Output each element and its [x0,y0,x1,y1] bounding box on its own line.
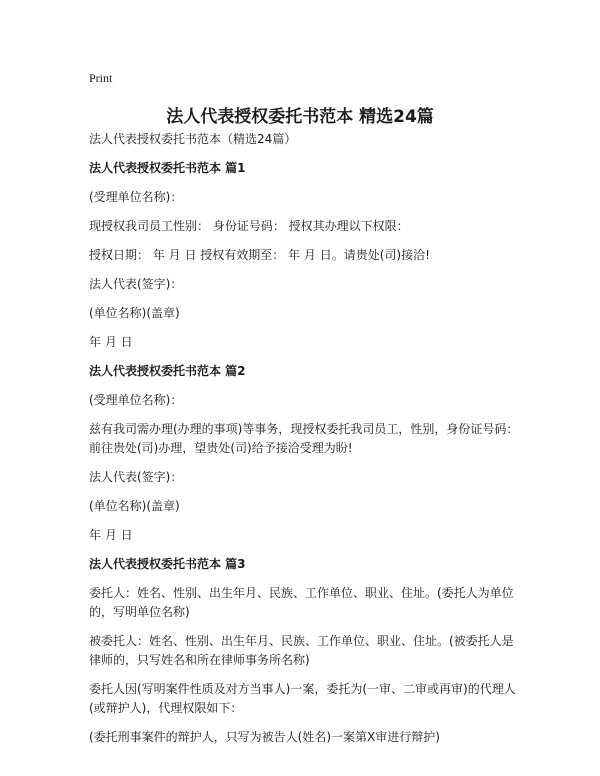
print-label[interactable]: Print [89,71,113,85]
paragraph: 现授权我司员工性别： 身份证号码： 授权其办理以下权限： [89,219,409,233]
document-subtitle: 法人代表授权委托书范本（精选24篇） [89,132,297,146]
document-title: 法人代表授权委托书范本 精选24篇 [166,107,434,127]
paragraph: 法人代表(签字)： [89,470,183,484]
paragraph: 兹有我司需办理(办理的事项)等事务，现授权委托我司员工，性别，身份证号码：前往贵处(司)办理，望贵处(司)给予接洽受理为盼! [89,422,519,455]
section-heading: 法人代表授权委托书范本 篇3 [89,557,246,571]
document-body [89,130,519,757]
paragraph: 被委托人：姓名、性别、出生年月、民族、工作单位、职业、住址。(被委托人是律师的，只写姓名和所在律师事务所名称) [89,634,514,667]
paragraph: (受理单位名称)： [89,393,183,407]
paragraph: (单位名称)(盖章) [89,499,180,513]
paragraph: (受理单位名称)： [89,190,183,204]
paragraph: 年 月 日 [89,528,133,542]
paragraph: (委托刑事案件的辩护人，只写为被告人(姓名)一案第X审进行辩护) [89,730,440,744]
paragraph: (单位名称)(盖章) [89,306,180,320]
paragraph: 委托人因(写明案件性质及对方当事人)一案，委托为(一审、二审或再审)的代理人(或辩护人)，代理权限如下： [89,682,516,715]
section-heading: 法人代表授权委托书范本 篇1 [89,161,246,175]
paragraph: 年 月 日 [89,335,133,349]
paragraph: 法人代表(签字)： [89,277,183,291]
paragraph: 授权日期： 年 月 日 授权有效期至： 年 月 日。请贵处(司)接洽! [89,248,430,262]
paragraph: 委托人：姓名、性别、出生年月、民族、工作单位、职业、住址。(委托人为单位的，写明单位名称) [89,586,514,619]
section-heading: 法人代表授权委托书范本 篇2 [89,364,246,378]
